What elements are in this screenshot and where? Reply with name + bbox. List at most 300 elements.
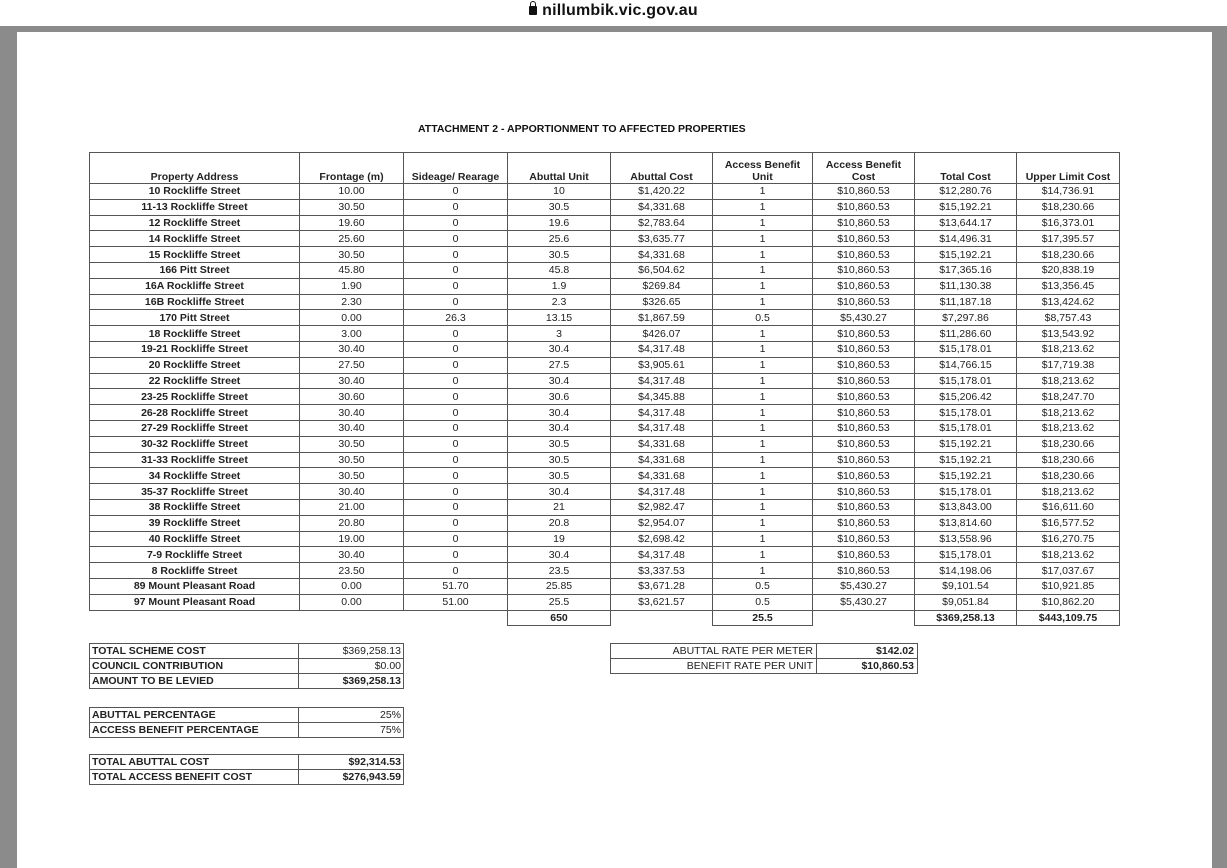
table-cell: $10,921.85	[1017, 578, 1120, 594]
table-cell: $10,860.53	[813, 515, 915, 531]
summary-row	[90, 755, 404, 770]
table-row	[90, 436, 1120, 452]
scheme-cost-summary	[89, 643, 404, 689]
table-cell: $4,331.68	[611, 452, 713, 468]
table-cell: 1	[713, 199, 813, 215]
lock-icon	[529, 6, 537, 15]
table-cell: $10,860.53	[813, 405, 915, 421]
table-cell: 1	[713, 389, 813, 405]
property-address-cell: 23-25 Rockliffe Street	[90, 389, 300, 405]
table-cell: 25.6	[508, 231, 611, 247]
property-address-cell: 14 Rockliffe Street	[90, 231, 300, 247]
table-cell: $18,213.62	[1017, 420, 1120, 436]
table-cell: $17,395.57	[1017, 231, 1120, 247]
summary-label: ABUTTAL PERCENTAGE	[90, 708, 299, 723]
table-cell: $5,430.27	[813, 578, 915, 594]
property-address-cell: 10 Rockliffe Street	[90, 184, 300, 200]
table-cell: $15,178.01	[915, 420, 1017, 436]
table-cell: $7,297.86	[915, 310, 1017, 326]
table-cell: 0	[404, 547, 508, 563]
summary-label: TOTAL SCHEME COST	[90, 644, 299, 659]
total-abuttal-unit: 650	[508, 610, 611, 626]
property-address-cell: 18 Rockliffe Street	[90, 326, 300, 342]
property-address-cell: 26-28 Rockliffe Street	[90, 405, 300, 421]
table-cell: $16,270.75	[1017, 531, 1120, 547]
table-row	[90, 405, 1120, 421]
table-cell: 10.00	[300, 184, 404, 200]
table-cell: 1	[713, 231, 813, 247]
table-cell: 45.80	[300, 262, 404, 278]
col-header: Abuttal Unit	[508, 153, 611, 184]
table-cell: 25.85	[508, 578, 611, 594]
table-cell: $4,317.48	[611, 405, 713, 421]
table-cell: 30.5	[508, 436, 611, 452]
table-cell: 30.4	[508, 484, 611, 500]
table-cell: $8,757.43	[1017, 310, 1120, 326]
property-address-cell: 11-13 Rockliffe Street	[90, 199, 300, 215]
table-row	[90, 389, 1120, 405]
table-row	[90, 247, 1120, 263]
table-cell: $14,496.31	[915, 231, 1017, 247]
table-row	[90, 231, 1120, 247]
property-address-cell: 22 Rockliffe Street	[90, 373, 300, 389]
rate-row	[611, 659, 918, 674]
table-cell: $4,317.48	[611, 547, 713, 563]
url-text: nillumbik.vic.gov.au	[542, 2, 698, 19]
table-cell: 30.4	[508, 341, 611, 357]
table-cell: 19	[508, 531, 611, 547]
table-cell: 0.00	[300, 594, 404, 610]
table-cell: 1	[713, 420, 813, 436]
table-cell: 20.80	[300, 515, 404, 531]
table-cell: $15,192.21	[915, 247, 1017, 263]
table-cell: 0.5	[713, 578, 813, 594]
table-cell: $15,178.01	[915, 373, 1017, 389]
table-cell: $10,860.53	[813, 262, 915, 278]
table-cell: 0	[404, 484, 508, 500]
summary-label: ACCESS BENEFIT PERCENTAGE	[90, 723, 299, 738]
table-cell: 0.5	[713, 594, 813, 610]
table-cell: $269.84	[611, 278, 713, 294]
table-row	[90, 199, 1120, 215]
table-cell: 10	[508, 184, 611, 200]
table-cell: $9,101.54	[915, 578, 1017, 594]
table-cell: $10,860.53	[813, 278, 915, 294]
table-cell: 1.90	[300, 278, 404, 294]
table-cell: 1	[713, 357, 813, 373]
table-cell: $10,860.53	[813, 484, 915, 500]
table-cell: 30.4	[508, 547, 611, 563]
table-cell: $10,860.53	[813, 420, 915, 436]
property-address-cell: 16A Rockliffe Street	[90, 278, 300, 294]
table-cell: $10,860.53	[813, 247, 915, 263]
property-address-cell: 38 Rockliffe Street	[90, 499, 300, 515]
table-cell: $20,838.19	[1017, 262, 1120, 278]
table-cell: 27.5	[508, 357, 611, 373]
table-cell: 0	[404, 357, 508, 373]
property-address-cell: 35-37 Rockliffe Street	[90, 484, 300, 500]
table-cell: 1	[713, 484, 813, 500]
table-cell: $17,365.16	[915, 262, 1017, 278]
table-cell: $10,860.53	[813, 184, 915, 200]
table-cell: 30.5	[508, 452, 611, 468]
table-cell: 30.50	[300, 452, 404, 468]
table-row	[90, 310, 1120, 326]
table-row	[90, 294, 1120, 310]
table-cell: 1	[713, 547, 813, 563]
page-title: ATTACHMENT 2 - APPORTIONMENT TO AFFECTED PROPERTIES	[418, 123, 746, 135]
table-cell: 30.4	[508, 405, 611, 421]
table-cell: $14,766.15	[915, 357, 1017, 373]
table-cell: $18,247.70	[1017, 389, 1120, 405]
summary-value: $369,258.13	[299, 644, 404, 659]
property-address-cell: 20 Rockliffe Street	[90, 357, 300, 373]
property-address-cell: 19-21 Rockliffe Street	[90, 341, 300, 357]
table-cell: $10,860.53	[813, 531, 915, 547]
total-access-benefit-unit: 25.5	[713, 610, 813, 626]
table-cell: $18,213.62	[1017, 341, 1120, 357]
col-header: Abuttal Cost	[611, 153, 713, 184]
table-cell: 0	[404, 563, 508, 579]
table-cell: $10,860.53	[813, 436, 915, 452]
table-cell: $16,373.01	[1017, 215, 1120, 231]
table-row	[90, 262, 1120, 278]
table-cell: 30.40	[300, 420, 404, 436]
table-cell: $13,356.45	[1017, 278, 1120, 294]
table-cell: $4,331.68	[611, 468, 713, 484]
rate-label: ABUTTAL RATE PER METER	[611, 644, 817, 659]
table-cell: 30.6	[508, 389, 611, 405]
table-cell: 13.15	[508, 310, 611, 326]
totals-row	[90, 610, 1120, 626]
table-cell: 21.00	[300, 499, 404, 515]
upper-limit-cost-sum: $443,109.75	[1017, 610, 1120, 626]
table-cell: 0	[404, 468, 508, 484]
table-cell: $17,719.38	[1017, 357, 1120, 373]
table-cell: $18,230.66	[1017, 468, 1120, 484]
property-address-cell: 8 Rockliffe Street	[90, 563, 300, 579]
summary-value: $276,943.59	[299, 770, 404, 785]
summary-row	[90, 674, 404, 689]
table-cell: $15,192.21	[915, 468, 1017, 484]
summary-value: $369,258.13	[299, 674, 404, 689]
table-cell: $3,671.28	[611, 578, 713, 594]
table-cell: $5,430.27	[813, 310, 915, 326]
table-cell: 27.50	[300, 357, 404, 373]
table-cell: $10,860.53	[813, 215, 915, 231]
summary-label: COUNCIL CONTRIBUTION	[90, 659, 299, 674]
table-cell: $3,337.53	[611, 563, 713, 579]
summary-value: 75%	[299, 723, 404, 738]
table-cell: $10,860.53	[813, 199, 915, 215]
table-cell: 0	[404, 436, 508, 452]
table-cell: $10,860.53	[813, 389, 915, 405]
table-cell: $16,611.60	[1017, 499, 1120, 515]
summary-row	[90, 708, 404, 723]
table-cell: $18,230.66	[1017, 436, 1120, 452]
table-cell: 0	[404, 499, 508, 515]
table-row	[90, 184, 1120, 200]
table-cell: 30.4	[508, 373, 611, 389]
table-row	[90, 563, 1120, 579]
table-cell: $12,280.76	[915, 184, 1017, 200]
table-cell: $2,698.42	[611, 531, 713, 547]
table-cell: 1	[713, 499, 813, 515]
table-cell: 51.00	[404, 594, 508, 610]
table-cell: 0.5	[713, 310, 813, 326]
col-header: Upper Limit Cost	[1017, 153, 1120, 184]
table-cell: 0	[404, 405, 508, 421]
table-cell: 0.00	[300, 310, 404, 326]
table-cell: $2,954.07	[611, 515, 713, 531]
table-cell: $18,213.62	[1017, 484, 1120, 500]
table-cell: 0	[404, 389, 508, 405]
table-cell: $10,860.53	[813, 357, 915, 373]
table-cell: 30.50	[300, 247, 404, 263]
browser-address-bar[interactable]	[0, 0, 1227, 26]
cost-breakdown-summary	[89, 754, 404, 785]
table-row	[90, 531, 1120, 547]
table-cell: $14,736.91	[1017, 184, 1120, 200]
table-cell: 1	[713, 294, 813, 310]
table-cell: $15,192.21	[915, 452, 1017, 468]
table-cell: $13,424.62	[1017, 294, 1120, 310]
table-cell: $3,635.77	[611, 231, 713, 247]
table-cell: 3	[508, 326, 611, 342]
table-row	[90, 484, 1120, 500]
table-cell: $6,504.62	[611, 262, 713, 278]
table-cell: $13,814.60	[915, 515, 1017, 531]
table-cell: 1	[713, 452, 813, 468]
table-cell: 30.60	[300, 389, 404, 405]
rate-value: $142.02	[817, 644, 918, 659]
table-cell: 0	[404, 326, 508, 342]
table-cell: 1	[713, 247, 813, 263]
table-cell: $15,178.01	[915, 405, 1017, 421]
table-cell: $10,860.53	[813, 547, 915, 563]
table-cell: $2,783.64	[611, 215, 713, 231]
table-cell: $4,331.68	[611, 199, 713, 215]
table-cell: 1	[713, 563, 813, 579]
property-address-cell: 39 Rockliffe Street	[90, 515, 300, 531]
table-row	[90, 326, 1120, 342]
summary-label: TOTAL ACCESS BENEFIT COST	[90, 770, 299, 785]
table-cell: $15,192.21	[915, 199, 1017, 215]
table-cell: 45.8	[508, 262, 611, 278]
table-cell: 30.5	[508, 247, 611, 263]
table-cell: $18,213.62	[1017, 547, 1120, 563]
table-cell: 1	[713, 468, 813, 484]
property-address-cell: 166 Pitt Street	[90, 262, 300, 278]
table-cell: $4,317.48	[611, 420, 713, 436]
table-cell: $1,420.22	[611, 184, 713, 200]
col-header: Total Cost	[915, 153, 1017, 184]
table-row	[90, 373, 1120, 389]
summary-value: $92,314.53	[299, 755, 404, 770]
table-cell: 0	[404, 531, 508, 547]
table-row	[90, 578, 1120, 594]
table-row	[90, 357, 1120, 373]
table-cell: 30.40	[300, 405, 404, 421]
table-row	[90, 547, 1120, 563]
summary-row	[90, 659, 404, 674]
table-cell: $14,198.06	[915, 563, 1017, 579]
table-cell: $15,178.01	[915, 484, 1017, 500]
col-header: Frontage (m)	[300, 153, 404, 184]
percentage-summary	[89, 707, 404, 738]
table-cell: $1,867.59	[611, 310, 713, 326]
table-cell: 23.5	[508, 563, 611, 579]
table-cell: 30.50	[300, 468, 404, 484]
table-cell: 1	[713, 515, 813, 531]
property-address-cell: 30-32 Rockliffe Street	[90, 436, 300, 452]
table-cell: $17,037.67	[1017, 563, 1120, 579]
table-row	[90, 499, 1120, 515]
table-cell: $11,187.18	[915, 294, 1017, 310]
table-cell: 0	[404, 341, 508, 357]
table-cell: $4,345.88	[611, 389, 713, 405]
table-cell: $10,860.53	[813, 373, 915, 389]
table-cell: 3.00	[300, 326, 404, 342]
table-cell: 30.5	[508, 199, 611, 215]
rate-summary	[610, 643, 918, 674]
table-cell: 51.70	[404, 578, 508, 594]
table-cell: $426.07	[611, 326, 713, 342]
property-address-cell: 89 Mount Pleasant Road	[90, 578, 300, 594]
table-cell: 0	[404, 420, 508, 436]
table-cell: $10,860.53	[813, 468, 915, 484]
table-cell: 0	[404, 215, 508, 231]
table-cell: $4,317.48	[611, 484, 713, 500]
table-cell: $4,317.48	[611, 373, 713, 389]
rate-row	[611, 644, 918, 659]
property-address-cell: 97 Mount Pleasant Road	[90, 594, 300, 610]
table-row	[90, 468, 1120, 484]
total-cost-sum: $369,258.13	[915, 610, 1017, 626]
summary-row	[90, 770, 404, 785]
table-cell: $11,130.38	[915, 278, 1017, 294]
table-cell: $13,843.00	[915, 499, 1017, 515]
property-address-cell: 31-33 Rockliffe Street	[90, 452, 300, 468]
table-cell: 0	[404, 231, 508, 247]
table-cell: $10,860.53	[813, 231, 915, 247]
table-cell: $18,230.66	[1017, 452, 1120, 468]
table-cell: 0	[404, 515, 508, 531]
table-cell: 21	[508, 499, 611, 515]
property-address-cell: 27-29 Rockliffe Street	[90, 420, 300, 436]
summary-row	[90, 644, 404, 659]
table-cell: $13,558.96	[915, 531, 1017, 547]
table-row	[90, 420, 1120, 436]
table-cell: $326.65	[611, 294, 713, 310]
table-cell: 1	[713, 531, 813, 547]
table-cell: $10,860.53	[813, 452, 915, 468]
table-cell: $13,543.92	[1017, 326, 1120, 342]
table-cell: 2.3	[508, 294, 611, 310]
table-cell: 0	[404, 373, 508, 389]
table-cell: 1	[713, 405, 813, 421]
table-cell: 0	[404, 247, 508, 263]
table-row	[90, 215, 1120, 231]
table-row	[90, 278, 1120, 294]
table-cell: $4,331.68	[611, 436, 713, 452]
table-cell: 0	[404, 184, 508, 200]
table-cell: $9,051.84	[915, 594, 1017, 610]
table-cell: $2,982.47	[611, 499, 713, 515]
table-row	[90, 341, 1120, 357]
table-cell: $15,206.42	[915, 389, 1017, 405]
table-cell: 1	[713, 326, 813, 342]
table-cell: $15,192.21	[915, 436, 1017, 452]
table-cell: 19.60	[300, 215, 404, 231]
table-row	[90, 452, 1120, 468]
table-cell: 2.30	[300, 294, 404, 310]
table-cell: 1	[713, 184, 813, 200]
table-cell: $13,644.17	[915, 215, 1017, 231]
table-cell: 1	[713, 341, 813, 357]
col-header: Sideage/ Rearage	[404, 153, 508, 184]
table-cell: $5,430.27	[813, 594, 915, 610]
table-cell: 19.6	[508, 215, 611, 231]
table-cell: 1	[713, 262, 813, 278]
table-cell: 30.40	[300, 547, 404, 563]
rate-label: BENEFIT RATE PER UNIT	[611, 659, 817, 674]
col-header: Property Address	[90, 153, 300, 184]
summary-row	[90, 723, 404, 738]
table-cell: 30.40	[300, 341, 404, 357]
table-cell: 30.50	[300, 436, 404, 452]
table-row	[90, 515, 1120, 531]
table-cell: $16,577.52	[1017, 515, 1120, 531]
table-cell: 26.3	[404, 310, 508, 326]
table-cell: 0	[404, 278, 508, 294]
col-header: Access Benefit Unit	[713, 153, 813, 184]
table-cell: $10,860.53	[813, 563, 915, 579]
table-header-row	[90, 153, 1120, 184]
table-cell: 1	[713, 436, 813, 452]
table-cell: 30.4	[508, 420, 611, 436]
table-cell: $18,230.66	[1017, 247, 1120, 263]
apportionment-table	[89, 152, 1120, 626]
table-cell: $18,213.62	[1017, 405, 1120, 421]
table-cell: $10,860.53	[813, 326, 915, 342]
property-address-cell: 15 Rockliffe Street	[90, 247, 300, 263]
table-cell: $18,213.62	[1017, 373, 1120, 389]
table-cell: 1	[713, 215, 813, 231]
table-cell: 0	[404, 199, 508, 215]
summary-value: $0.00	[299, 659, 404, 674]
table-cell: 1.9	[508, 278, 611, 294]
table-cell: 20.8	[508, 515, 611, 531]
property-address-cell: 16B Rockliffe Street	[90, 294, 300, 310]
table-cell: 1	[713, 278, 813, 294]
table-cell: 1	[713, 373, 813, 389]
summary-label: TOTAL ABUTTAL COST	[90, 755, 299, 770]
table-cell: 19.00	[300, 531, 404, 547]
summary-value: 25%	[299, 708, 404, 723]
table-cell: $10,862.20	[1017, 594, 1120, 610]
col-header: Access Benefit Cost	[813, 153, 915, 184]
table-cell: $4,331.68	[611, 247, 713, 263]
table-cell: 30.40	[300, 373, 404, 389]
table-cell: 25.5	[508, 594, 611, 610]
table-cell: $15,178.01	[915, 341, 1017, 357]
property-address-cell: 7-9 Rockliffe Street	[90, 547, 300, 563]
rate-value: $10,860.53	[817, 659, 918, 674]
table-cell: 30.40	[300, 484, 404, 500]
summary-label: AMOUNT TO BE LEVIED	[90, 674, 299, 689]
table-cell: 0	[404, 262, 508, 278]
